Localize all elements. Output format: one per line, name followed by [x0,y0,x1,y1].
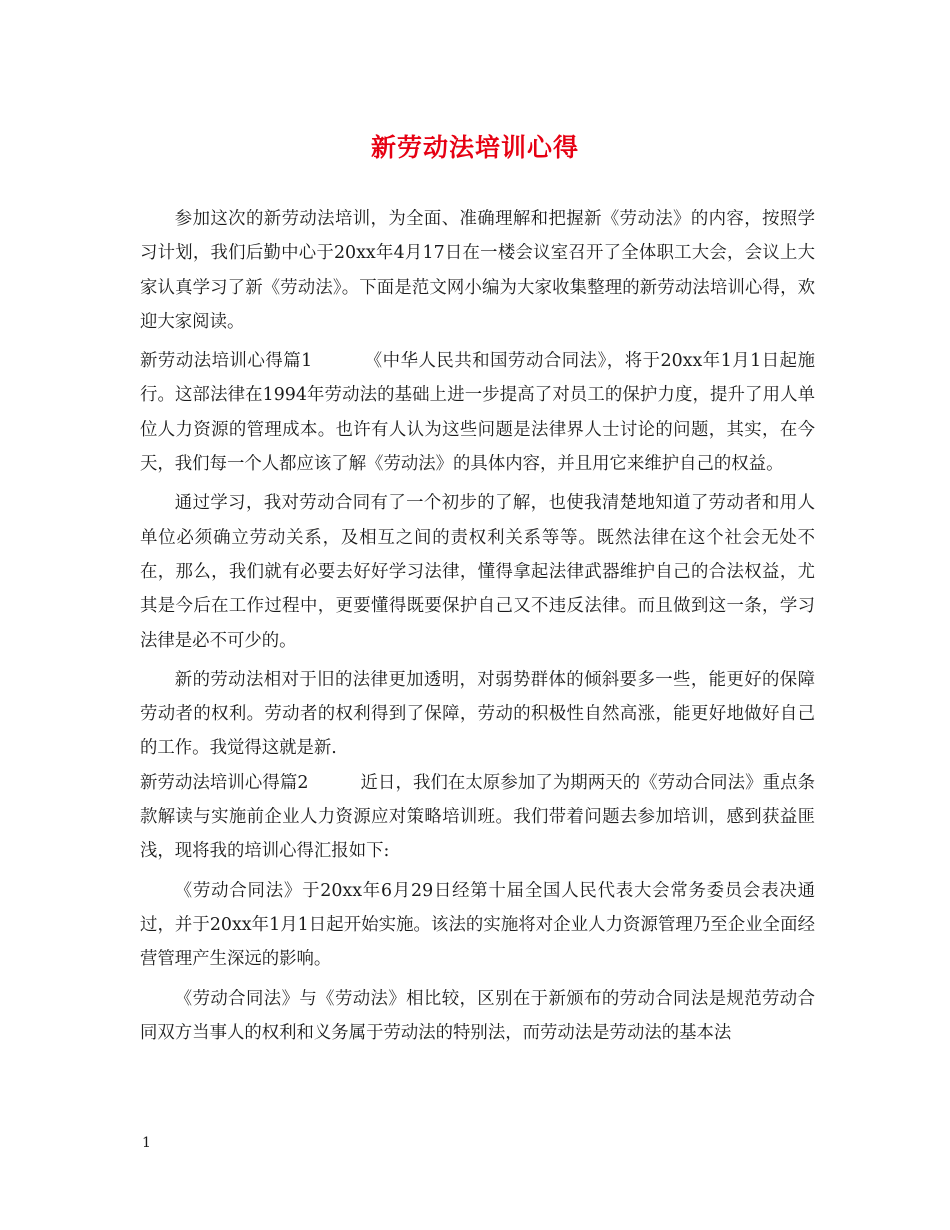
paragraph-new-law: 新的劳动法相对于旧的法律更加透明，对弱势群体的倾斜要多一些，能更好的保障劳动者的权利。劳动者的权利得到了保障，劳动的积极性自然高涨，能更好地做好自己的工作。我觉得这就是新. [140,669,815,759]
page-number: 1 [142,1135,151,1151]
section-heading-1: 新劳动法培训心得篇1 [140,351,313,372]
paragraph-learning: 通过学习，我对劳动合同有了一个初步的了解，也使我清楚地知道了劳动者和用人单位必须确立劳动关系，及相互之间的责权利关系等等。既然法律在这个社会无处不在，那么，我们就有必要去好好学习法律，懂得拿起法律武器维护自己的合法权益，尤其是今后在工作过程中，更要懂得既要保护自己又不违反法律。而且做到这一条，学习法律是必不可少的。 [140,493,815,651]
paragraph-section-1 [140,344,815,481]
paragraph-contract-law: 《劳动合同法》于20xx年6月29日经第十届全国人民代表大会常务委员会表决通过，并于20xx年1月1日起开始实施。该法的实施将对企业人力资源管理乃至企业全面经营管理产生深远的影响。 [140,880,815,970]
section-2-text: 近日，我们在太原参加了为期两天的《劳动合同法》重点条款解读与实施前企业人力资源应对策略培训班。我们带着问题去参加培训，感到获益匪浅，现将我的培训心得汇报如下: [140,772,815,862]
paragraph-comparison: 《劳动合同法》与《劳动法》相比较，区别在于新颁布的劳动合同法是规范劳动合同双方当事人的权利和义务属于劳动法的特别法，而劳动法是劳动法的基本法 [140,988,815,1043]
paragraph-section-2 [140,766,815,869]
section-1-text: 《中华人民共和国劳动合同法》，将于20xx年1月1日起施行。这部法律在1994年劳动法的基础上进一步提高了对员工的保护力度，提升了用人单位人力资源的管理成本。也许有人认为这些问题是法律界人士讨论的问题，其实，在今天，我们每一个人都应该了解《劳动法》的具体内容，并且用它来维护自己的权益。 [140,351,815,475]
document-title: 新劳动法培训心得 [370,133,579,162]
section-heading-2: 新劳动法培训心得篇2 [140,772,309,793]
paragraph-intro: 参加这次的新劳动法培训，为全面、准确理解和把握新《劳动法》的内容，按照学习计划，我们后勤中心于20xx年4月17日在一楼会议室召开了全体职工大会，会议上大家认真学习了新《劳动法》。下面是范文网小编为大家收集整理的新劳动法培训心得，欢迎大家阅读。 [140,209,815,332]
document-body [140,202,815,1050]
